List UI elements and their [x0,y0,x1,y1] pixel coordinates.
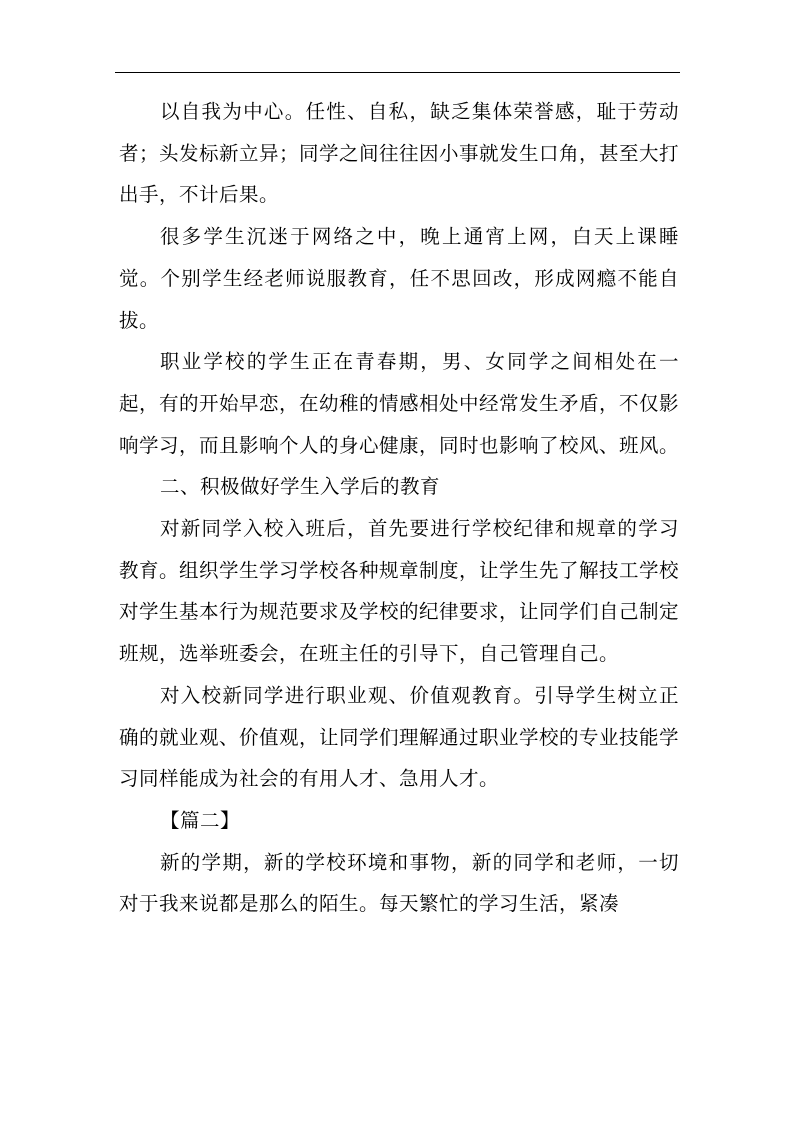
paragraph-adolescence: 职业学校的学生正在青春期，男、女同学之间相处在一起，有的开始早恋，在幼稚的情感相处中经常发生矛盾，不仅影响学习，而且影响个人的身心健康，同时也影响了校风、班风。 [119,350,680,457]
paragraph-discipline-education: 对新同学入校入班后，首先要进行学校纪律和规章的学习教育。组织学生学习学校各种规章制度，让学生先了解技工学校对学生基本行为规范要求及学校的纪律要求，让同学们自己制定班规，选举班委会，在班主任的引导下，自己管理自己。 [119,517,680,666]
paragraph-internet-addiction: 很多学生沉迷于网络之中，晚上通宵上网，白天上课睡觉。个别学生经老师说服教育，任不思回改，形成网瘾不能自拔。 [119,225,679,332]
section-heading-enrollment-education: 二、积极做好学生入学后的教育 [159,475,440,499]
document-body [119,91,679,925]
section-tag-part-two: 【篇二】 [159,808,240,832]
paragraph-career-values: 对入校新同学进行职业观、价值观教育。引导学生树立正确的就业观、价值观，让同学们理解通过职业学校的专业技能学习同样能成为社会的有用人才、急用人才。 [119,683,680,791]
header-rule [115,72,680,73]
paragraph-new-semester: 新的学期，新的学校环境和事物，新的同学和老师，一切对于我来说都是那么的陌生。每天繁忙的学习生活，紧凑 [119,850,679,916]
paragraph-self-centered: 以自我为中心。任性、自私，缺乏集体荣誉感，耻于劳动者；头发标新立异；同学之间往往因小事就发生口角，甚至大打出手，不计后果。 [119,100,680,207]
